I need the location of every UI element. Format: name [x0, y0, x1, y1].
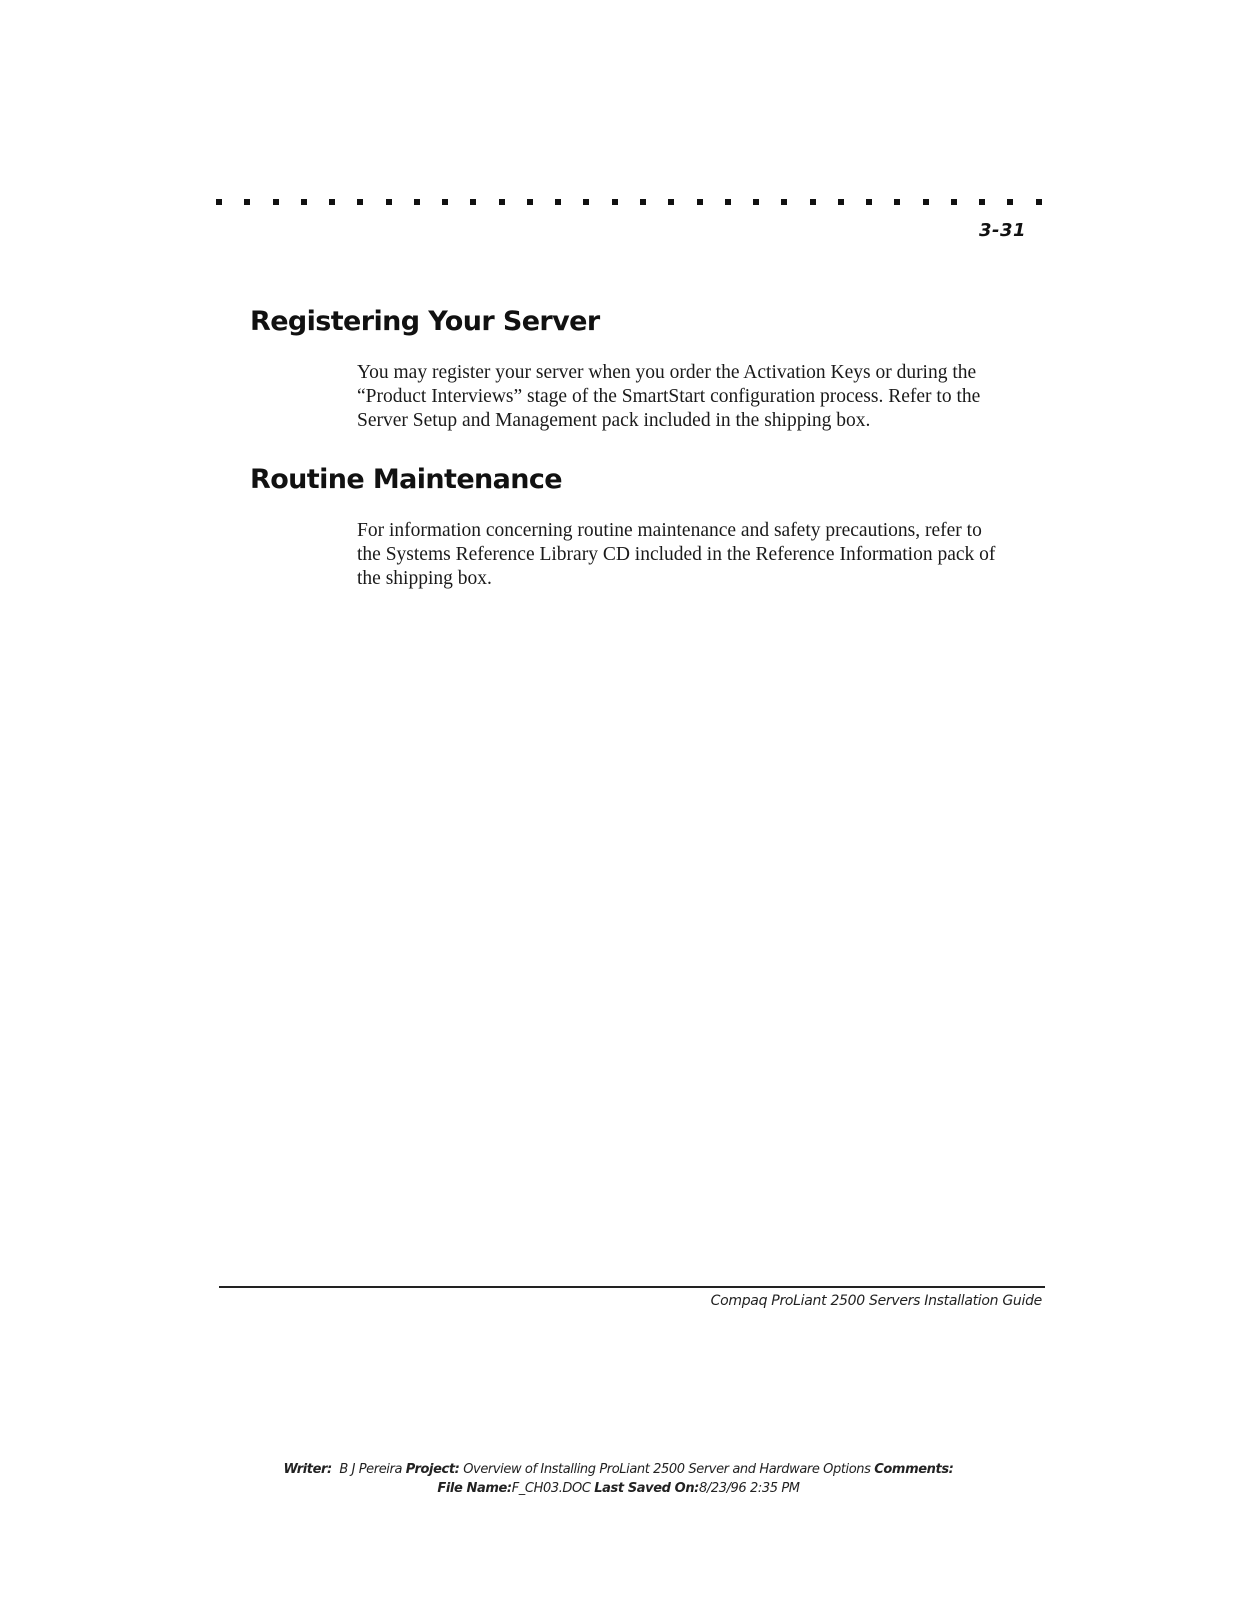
writer-value: B J Pereira: [339, 1462, 403, 1477]
header-dot-rule: [216, 197, 1042, 207]
section-body-registering: You may register your server when you order the Activation Keys or during the “Product Interviews” stage of the SmartStart configuration process. Refer to the Server Setup and Management pack included in the shipping box.: [357, 362, 981, 431]
doc-info-line-2: [0, 1481, 1237, 1496]
section-heading-registering: Registering Your Server: [250, 306, 600, 337]
comments-label: Comments:: [874, 1462, 954, 1477]
footer-book-title: Compaq ProLiant 2500 Servers Installation Guide: [710, 1293, 1042, 1309]
file-name-label: File Name:: [437, 1481, 512, 1496]
file-name-value: F_CH03.DOC: [511, 1481, 591, 1496]
footer-rule: [219, 1286, 1045, 1288]
writer-label: Writer:: [283, 1462, 332, 1477]
last-saved-label: Last Saved On:: [594, 1481, 699, 1496]
last-saved-value: 8/23/96 2:35 PM: [698, 1481, 800, 1496]
doc-info-line-1: [0, 1462, 1237, 1477]
section-heading-maintenance: Routine Maintenance: [250, 464, 563, 495]
page-number: 3-31: [978, 220, 1026, 241]
project-label: Project:: [405, 1462, 460, 1477]
section-body-maintenance: For information concerning routine maintenance and safety precautions, refer to the Systems Reference Library CD included in the Reference Information pack of the shipping box.: [357, 520, 996, 589]
project-value: Overview of Installing ProLiant 2500 Server and Hardware Options: [463, 1462, 871, 1477]
